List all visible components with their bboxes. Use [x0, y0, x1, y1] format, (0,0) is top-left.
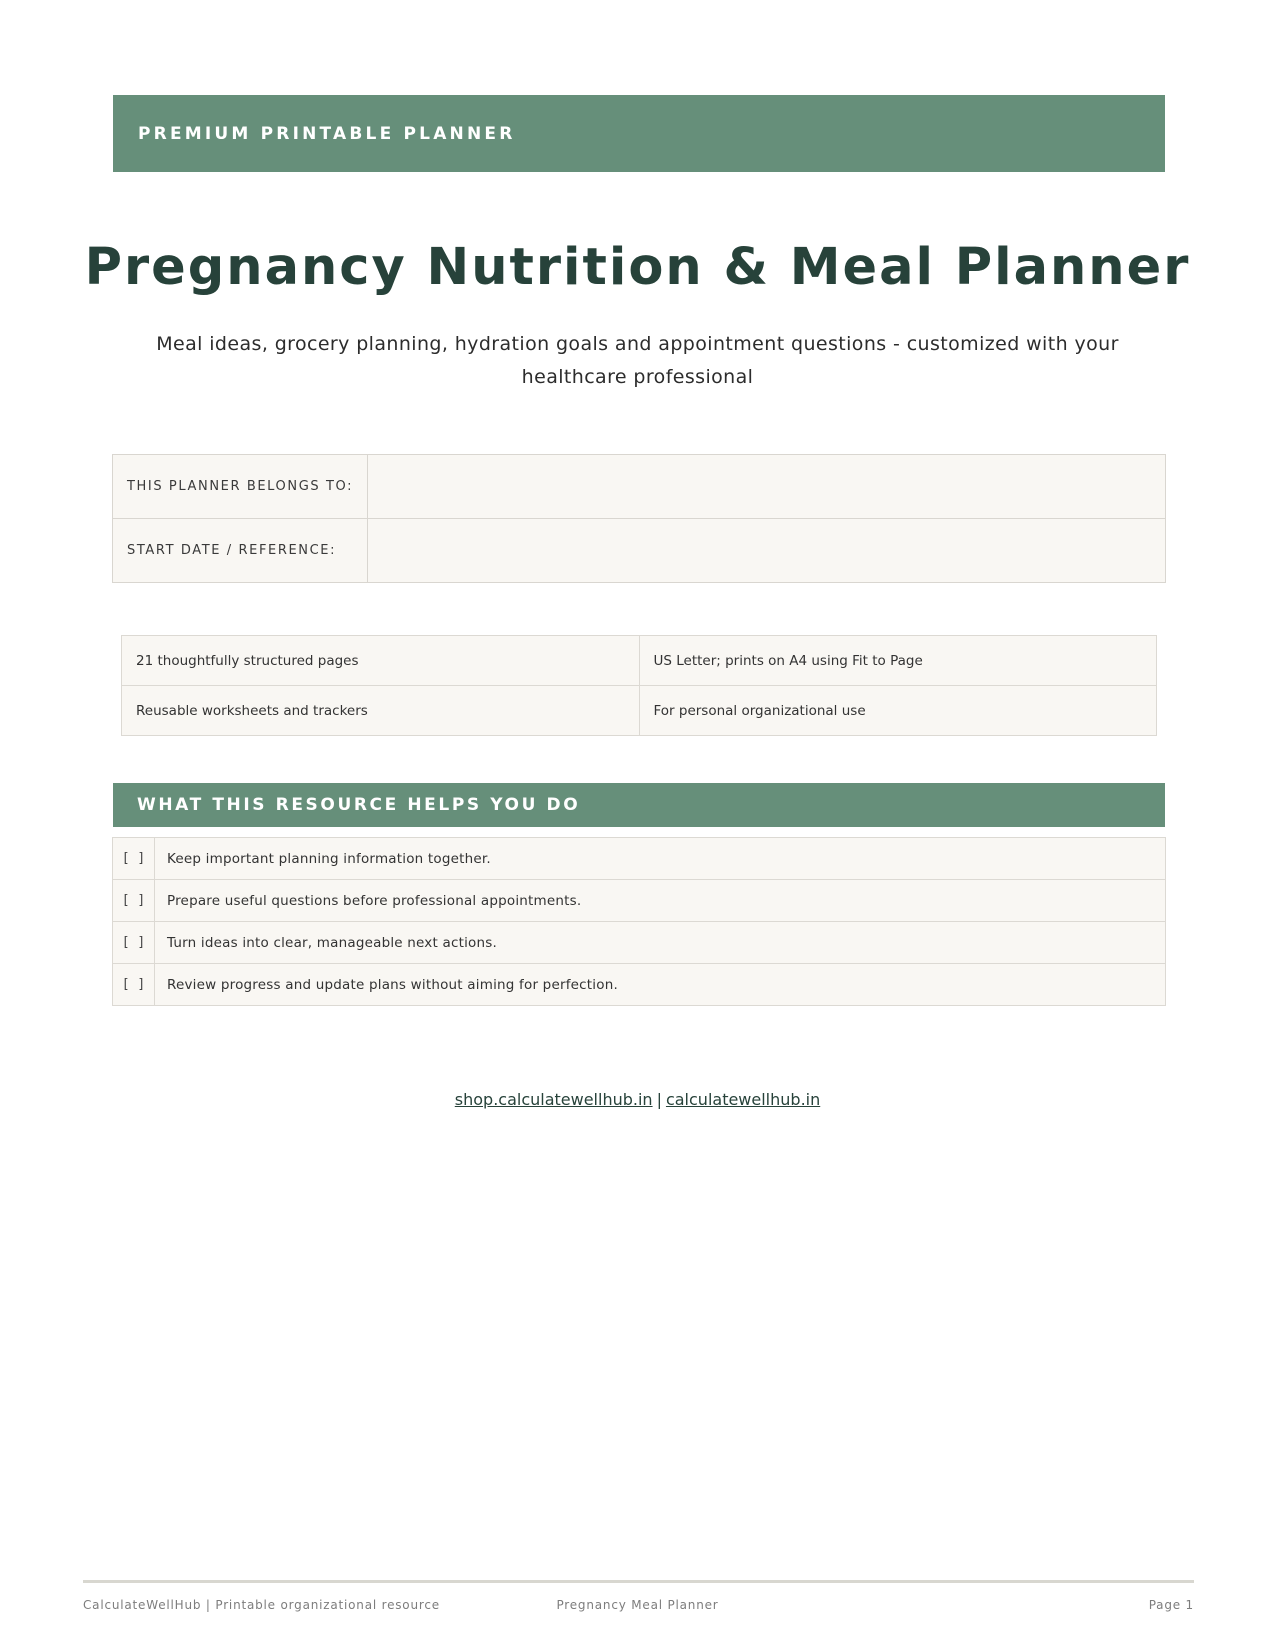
checklist-item-text: Turn ideas into clear, manageable next actions.	[155, 922, 1166, 964]
features-row	[122, 686, 1157, 736]
owner-label: THIS PLANNER BELONGS TO:	[113, 455, 368, 519]
page-title: Pregnancy Nutrition & Meal Planner	[84, 238, 1191, 297]
page-subtitle: Meal ideas, grocery planning, hydration goals and appointment questions - customized with your healthcare professional	[156, 333, 1119, 388]
features-row	[122, 636, 1157, 686]
owner-value-field[interactable]	[368, 455, 1166, 519]
start-date-label: START DATE / REFERENCE:	[113, 519, 368, 583]
checklist-row	[113, 880, 1166, 922]
footer-divider	[83, 1580, 1194, 1583]
link-separator: |	[656, 1090, 662, 1109]
checklist-row	[113, 922, 1166, 964]
owner-info-table	[112, 454, 1166, 583]
feature-cell: Reusable worksheets and trackers	[122, 686, 640, 736]
shop-link[interactable]: shop.calculatewellhub.in	[454, 1090, 653, 1109]
features-table	[121, 635, 1157, 736]
feature-cell: For personal organizational use	[639, 686, 1157, 736]
checklist-row	[113, 964, 1166, 1006]
page-number: Page 1	[1148, 1598, 1194, 1612]
site-link[interactable]: calculatewellhub.in	[665, 1090, 821, 1109]
section-title: WHAT THIS RESOURCE HELPS YOU DO	[137, 795, 581, 815]
feature-cell: 21 thoughtfully structured pages	[122, 636, 640, 686]
checkbox[interactable]: [ ]	[113, 964, 155, 1006]
checklist-item-text: Keep important planning information together.	[155, 838, 1166, 880]
owner-row	[113, 455, 1166, 519]
checkbox[interactable]: [ ]	[113, 880, 155, 922]
checklist-row	[113, 838, 1166, 880]
footer-center-text: Pregnancy Meal Planner	[556, 1598, 719, 1612]
checklist-item-text: Prepare useful questions before professional appointments.	[155, 880, 1166, 922]
premium-banner	[113, 95, 1165, 172]
banner-label: PREMIUM PRINTABLE PLANNER	[138, 123, 516, 144]
checklist-item-text: Review progress and update plans without aiming for perfection.	[155, 964, 1166, 1006]
feature-cell: US Letter; prints on A4 using Fit to Page	[639, 636, 1157, 686]
start-date-value-field[interactable]	[368, 519, 1166, 583]
checklist-table	[112, 837, 1166, 1006]
footer-left-text: CalculateWellHub | Printable organizational resource	[83, 1598, 440, 1612]
section-header	[113, 783, 1165, 827]
links-line	[0, 1090, 1275, 1109]
checkbox[interactable]: [ ]	[113, 922, 155, 964]
checkbox[interactable]: [ ]	[113, 838, 155, 880]
start-date-row	[113, 519, 1166, 583]
